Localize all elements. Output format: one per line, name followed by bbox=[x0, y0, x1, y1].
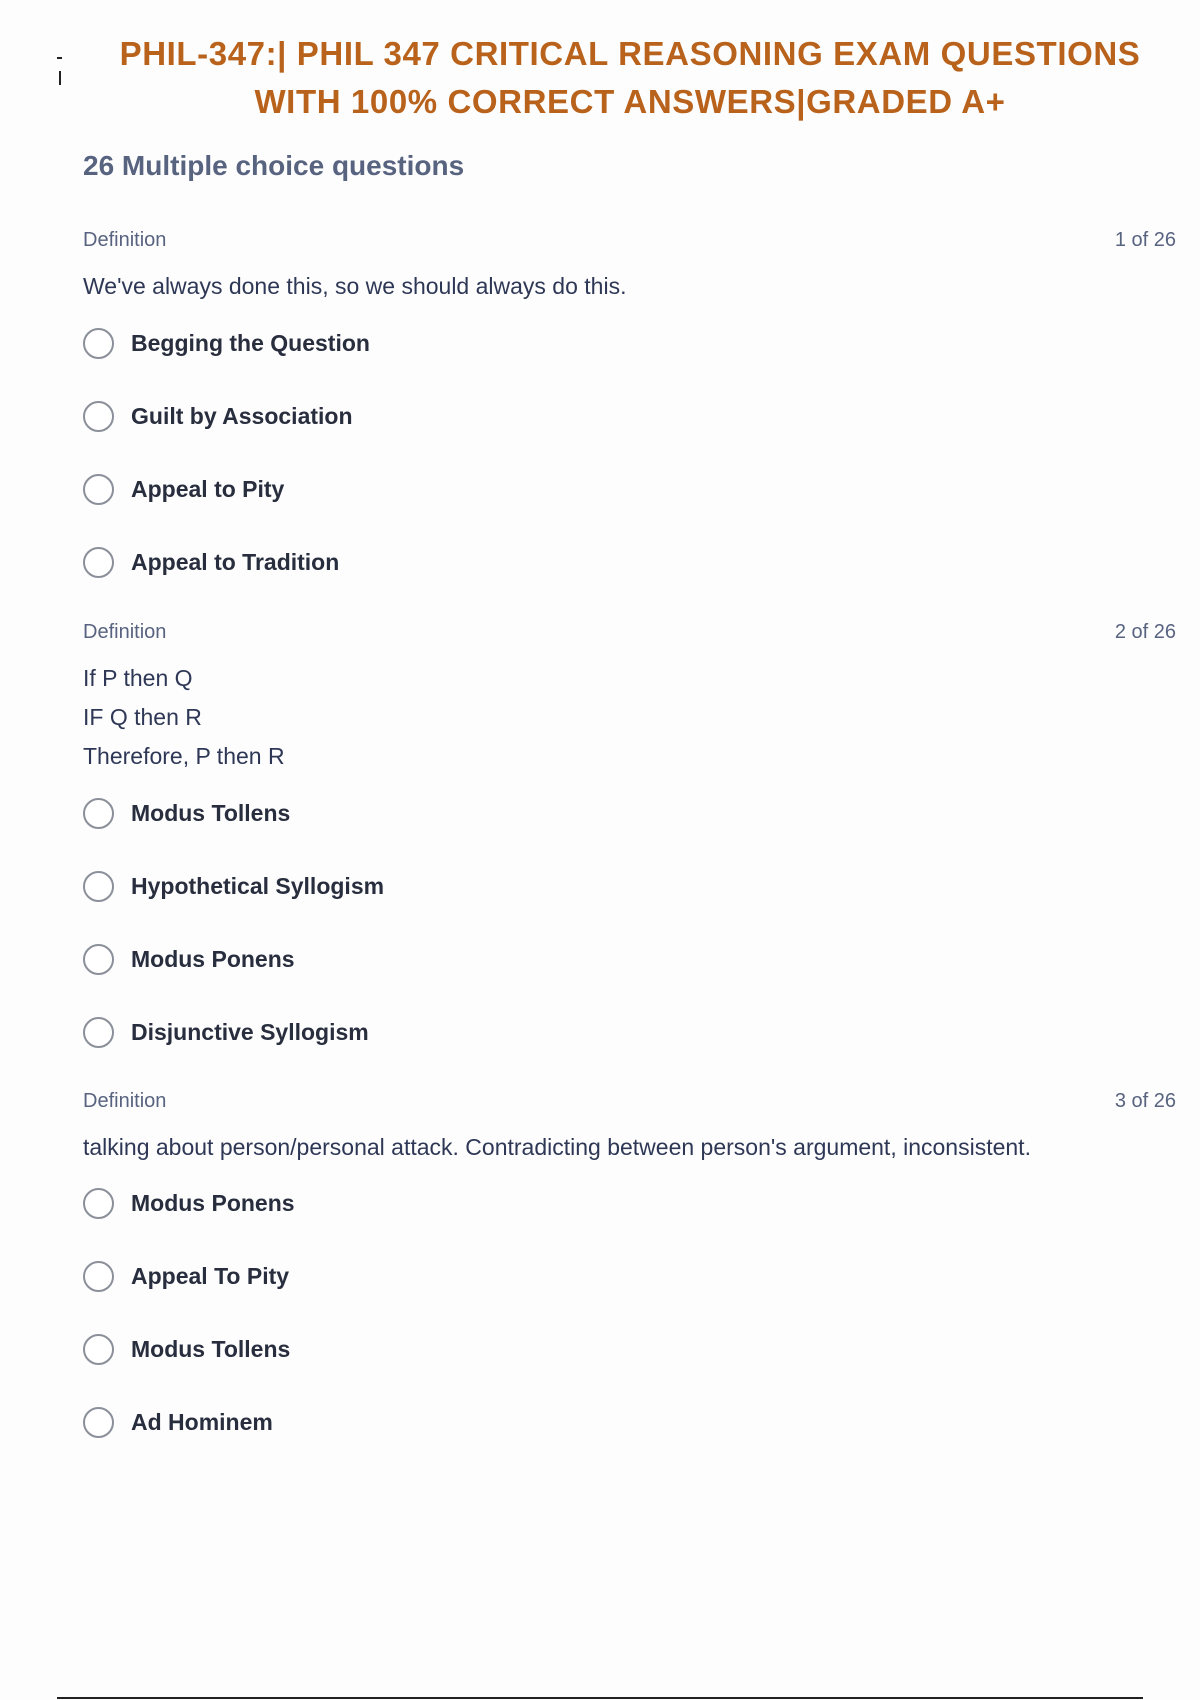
answer-option[interactable] bbox=[83, 1012, 369, 1052]
radio-button[interactable] bbox=[83, 944, 114, 975]
radio-button[interactable] bbox=[83, 871, 114, 902]
answer-option-label: Disjunctive Syllogism bbox=[131, 1018, 369, 1045]
prompt-line: talking about person/personal attack. Contradicting between person's argument, inconsistent. bbox=[83, 1134, 1031, 1160]
question-counter: 3 of 26 bbox=[1114, 1090, 1176, 1112]
question-type-label: Definition bbox=[83, 621, 167, 643]
radio-button[interactable] bbox=[83, 474, 114, 505]
answer-option[interactable] bbox=[83, 793, 290, 833]
question-counter: 2 of 26 bbox=[1114, 621, 1176, 643]
answer-option-label: Appeal to Tradition bbox=[131, 548, 340, 575]
radio-button[interactable] bbox=[83, 328, 114, 359]
radio-button[interactable] bbox=[83, 547, 114, 578]
answer-option-label: Hypothetical Syllogism bbox=[131, 872, 385, 899]
section-heading: 26 Multiple choice questions bbox=[83, 150, 465, 181]
prompt-line: Therefore, P then R bbox=[83, 743, 285, 769]
prompt-line: We've always done this, so we should always do this. bbox=[83, 273, 627, 299]
question-prompt bbox=[83, 267, 626, 306]
answer-option-label: Begging the Question bbox=[131, 329, 370, 356]
answer-option[interactable] bbox=[83, 1402, 273, 1442]
radio-button[interactable] bbox=[83, 1334, 114, 1365]
answer-option-label: Modus Ponens bbox=[131, 1189, 295, 1216]
answer-option[interactable] bbox=[83, 469, 284, 509]
radio-button[interactable] bbox=[83, 798, 114, 829]
answer-option[interactable] bbox=[83, 1256, 289, 1296]
answer-option[interactable] bbox=[83, 1329, 290, 1369]
answer-option[interactable] bbox=[83, 542, 339, 582]
answer-option[interactable] bbox=[83, 323, 370, 363]
margin-mark bbox=[59, 71, 61, 85]
radio-button[interactable] bbox=[83, 1188, 114, 1219]
answer-option-label: Appeal To Pity bbox=[131, 1262, 290, 1289]
radio-button[interactable] bbox=[83, 1407, 114, 1438]
radio-button[interactable] bbox=[83, 1261, 114, 1292]
prompt-line: IF Q then R bbox=[83, 704, 202, 730]
answer-option-label: Appeal to Pity bbox=[131, 475, 285, 502]
answer-option[interactable] bbox=[83, 1183, 295, 1223]
answer-option[interactable] bbox=[83, 866, 384, 906]
question-prompt bbox=[83, 659, 285, 776]
question-type-label: Definition bbox=[83, 1090, 167, 1112]
answer-option-label: Modus Tollens bbox=[131, 799, 291, 826]
answer-option[interactable] bbox=[83, 939, 295, 979]
prompt-line: If P then Q bbox=[83, 665, 193, 691]
document-title bbox=[80, 30, 1180, 126]
radio-button[interactable] bbox=[83, 401, 114, 432]
answer-option[interactable] bbox=[83, 396, 353, 436]
question-prompt bbox=[83, 1128, 1031, 1167]
document-title-line-2: WITH 100% CORRECT ANSWERS|GRADED A+ bbox=[254, 83, 1006, 120]
page-bottom-divider bbox=[57, 1697, 1143, 1699]
question-type-label: Definition bbox=[83, 229, 167, 251]
document-title-line-1: PHIL-347:| PHIL 347 CRITICAL REASONING EXAM QUESTIONS bbox=[119, 35, 1141, 72]
radio-button[interactable] bbox=[83, 1017, 114, 1048]
answer-option-label: Ad Hominem bbox=[131, 1408, 273, 1435]
margin-mark bbox=[57, 57, 62, 59]
answer-option-label: Modus Ponens bbox=[131, 945, 295, 972]
question-counter: 1 of 26 bbox=[1114, 229, 1176, 251]
answer-option-label: Guilt by Association bbox=[131, 402, 353, 429]
answer-option-label: Modus Tollens bbox=[131, 1335, 291, 1362]
